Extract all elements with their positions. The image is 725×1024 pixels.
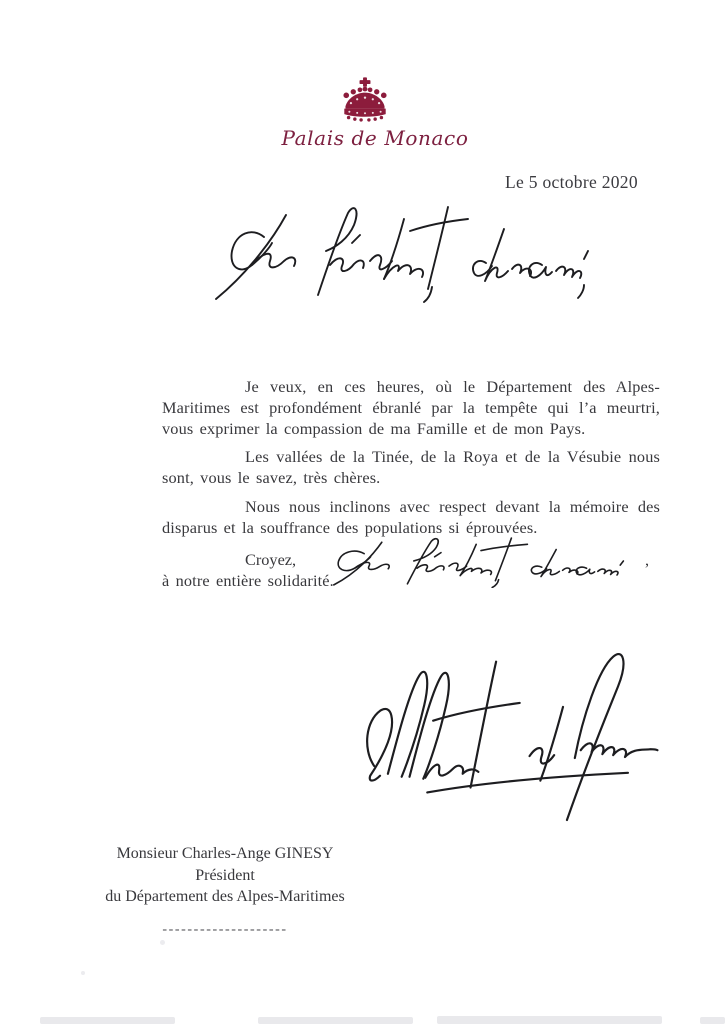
royal-crown-icon [340, 77, 390, 123]
recipient-organization: du Département des Alpes-Maritimes [105, 888, 345, 905]
scan-smudge [700, 1017, 725, 1024]
paragraph-3: Nous nous inclinons avec respect devant la mémoire des disparus et la souffrance des populations si éprouvées. [162, 497, 660, 537]
recipient-name: Monsieur Charles-Ange GINESY [116, 845, 334, 862]
scan-smudge [40, 1017, 175, 1024]
paragraph-1: Je veux, en ces heures, où le Département des Alpes-Maritimes est profondément ébranlé par la tempête qui l’a meurtri, vous exprimer la compassion de ma Famille et de mon Pays. [162, 377, 660, 438]
date-line: Le 5 octobre 2020 [505, 172, 638, 192]
separator-dashes: -------------------- [162, 921, 288, 937]
scan-smudge [258, 1017, 413, 1024]
handwritten-signature [338, 640, 668, 822]
closing-prefix: Croyez, [245, 550, 297, 569]
scan-smudge [437, 1016, 662, 1024]
scan-speck [160, 940, 165, 945]
closing-suffix: à notre entière solidarité. [162, 571, 334, 590]
scan-speck [81, 971, 85, 975]
paragraph-2: Les vallées de la Tinée, de la Roya et de la Vésubie nous sont, vous le savez, très chères. [162, 447, 660, 487]
recipient-block [50, 843, 400, 940]
closing-comma: , [645, 550, 650, 569]
recipient-title: Président [195, 866, 255, 884]
closing-line [162, 549, 682, 571]
letterhead-title: Palais de Monaco [281, 126, 469, 150]
handwritten-greeting [200, 203, 590, 303]
